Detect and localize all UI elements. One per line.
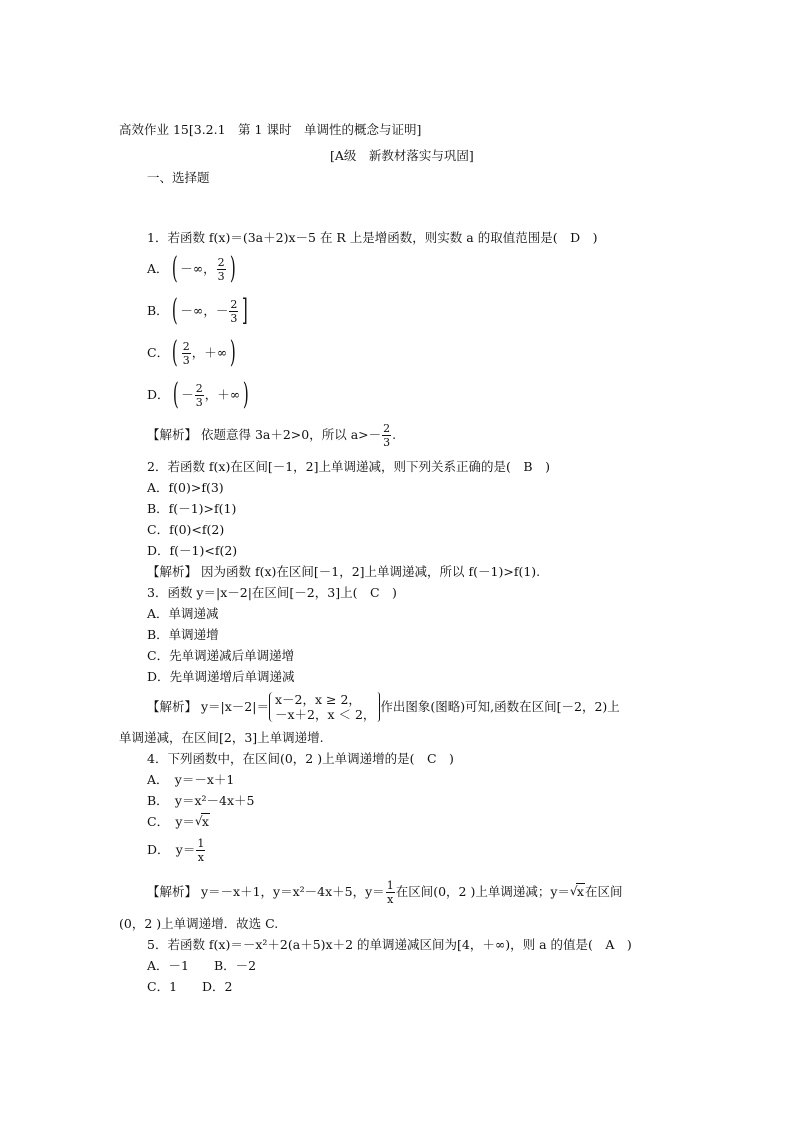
question-3-option-a: A．单调递减 [147, 606, 219, 621]
question-1-option-c [147, 336, 239, 370]
question-3-option-c: C．先单调递减后单调递增 [147, 648, 295, 663]
question-3-option-d: D．先单调递增后单调递减 [147, 669, 295, 684]
fraction [196, 838, 205, 863]
question-4-stem: 4．下列函数中，在区间(0，2 )上单调递增的是( C ) [147, 751, 454, 766]
option-text: － [181, 387, 194, 402]
question-1-option-b [147, 294, 251, 328]
right-bracket: ] [242, 293, 249, 328]
option-text: －∞， [180, 261, 216, 276]
analysis-text: 作出图象(图略)可知,函数在区间[－2，2)上 [380, 699, 620, 714]
question-4-option-c [147, 814, 210, 830]
question-1-stem: 1．若函数 f(x)＝(3a＋2)x－5 在 R 上是增函数，则实数 a 的取值范围是( D ) [147, 230, 598, 245]
fraction [195, 383, 204, 408]
question-2-option-b: B．f(－1)>f(1) [147, 501, 237, 516]
analysis-text: 在区间(0，2 )上单调递减；y＝ [395, 884, 570, 899]
piecewise-brace [269, 692, 274, 722]
question-4-analysis [147, 876, 622, 908]
numerator: 2 [383, 421, 391, 435]
right-bracket: ) [243, 377, 249, 412]
numerator: 2 [195, 381, 203, 395]
question-4-analysis-line-2: (0，2 )上单调递增．故选 C. [119, 916, 279, 931]
question-2-option-a: A．f(0)>f(3) [147, 480, 224, 495]
analysis-text: . [392, 427, 397, 442]
case-2: －x＋2，x ＜ 2， [274, 707, 376, 722]
page-subtitle: [A级 新教材落实与巩固] [330, 148, 474, 163]
option-label: B． [147, 303, 169, 318]
numerator: 2 [182, 339, 190, 353]
analysis-text: 【解析】 y＝|x－2|＝ [147, 699, 269, 714]
analysis-text: 【解析】 依题意得 3a＋2>0，所以 a>－ [147, 427, 382, 442]
numerator: 1 [197, 836, 205, 850]
option-text: D． y＝ [147, 842, 196, 857]
fraction [229, 299, 238, 324]
sqrt [570, 884, 585, 900]
analysis-text: 在区间 [584, 884, 623, 899]
question-2-option-c: C．f(0)<f(2) [147, 522, 225, 537]
question-3-option-b: B．单调递增 [147, 627, 219, 642]
left-bracket: ( [172, 335, 178, 370]
question-4-option-b: B． y＝x²－4x＋5 [147, 793, 255, 808]
question-3-analysis [147, 690, 620, 724]
fraction [382, 423, 391, 448]
denominator: x [387, 892, 394, 906]
fraction [217, 257, 226, 282]
option-text: －∞，－ [180, 303, 229, 318]
denominator: 3 [230, 311, 238, 325]
question-1-analysis [147, 420, 396, 450]
option-text: C． y＝ [147, 814, 195, 829]
page-title: 高效作业 15[3.2.1 第 1 课时 单调性的概念与证明] [119, 122, 422, 137]
left-bracket: ( [171, 251, 178, 286]
numerator: 2 [230, 297, 238, 311]
numerator: 1 [386, 878, 394, 892]
option-text: ，＋∞ [191, 345, 228, 360]
option-label: A． [147, 261, 169, 276]
option-label: D． [147, 387, 170, 402]
question-5-stem: 5．若函数 f(x)＝－x²＋2(a＋5)x＋2 的单调递减区间为[4，＋∞)，则 a 的值是( A ) [147, 937, 632, 952]
fraction [386, 880, 395, 905]
radicand: x [201, 814, 209, 829]
radicand: x [576, 884, 584, 899]
question-2-stem: 2．若函数 f(x)在区间[－1，2]上单调递减，则下列关系正确的是( B ) [147, 459, 550, 474]
analysis-text: 【解析】 y＝－x＋1，y＝x²－4x＋5，y＝ [147, 884, 385, 899]
sqrt [195, 814, 210, 830]
right-bracket: ) [229, 251, 236, 286]
denominator: 3 [195, 395, 203, 409]
denominator: 3 [217, 269, 225, 283]
right-bracket: ) [230, 335, 237, 370]
question-5-options-cd: C．1 D．2 [147, 979, 233, 994]
numerator: 2 [217, 255, 225, 269]
option-label: C． [147, 345, 170, 360]
question-5-options-ab: A．－1 B．－2 [147, 958, 257, 973]
denominator: x [197, 850, 204, 864]
question-4-option-a: A． y＝－x＋1 [147, 772, 235, 787]
question-2-analysis: 【解析】 因为函数 f(x)在区间[－1，2]上单调递减，所以 f(－1)>f(1). [147, 564, 541, 579]
left-bracket: ( [171, 293, 178, 328]
question-3-stem: 3．函数 y＝|x－2|在区间[－2，3]上( C ) [147, 585, 397, 600]
denominator: 3 [182, 353, 190, 367]
case-1: x－2，x ≥ 2， [274, 692, 361, 707]
question-1-option-a [147, 252, 238, 286]
piecewise-cases [275, 692, 375, 722]
option-text: ，＋∞ [204, 387, 241, 402]
question-1-option-d [147, 378, 252, 412]
question-3-analysis-line-2: 单调递减，在区间[2，3]上单调递增. [119, 730, 324, 745]
denominator: 3 [383, 435, 391, 449]
fraction [182, 341, 191, 366]
left-bracket: ( [172, 377, 179, 412]
section-heading: 一、选择题 [147, 170, 210, 185]
question-4-option-d [147, 834, 206, 866]
question-2-option-d: D．f(－1)<f(2) [147, 543, 238, 558]
